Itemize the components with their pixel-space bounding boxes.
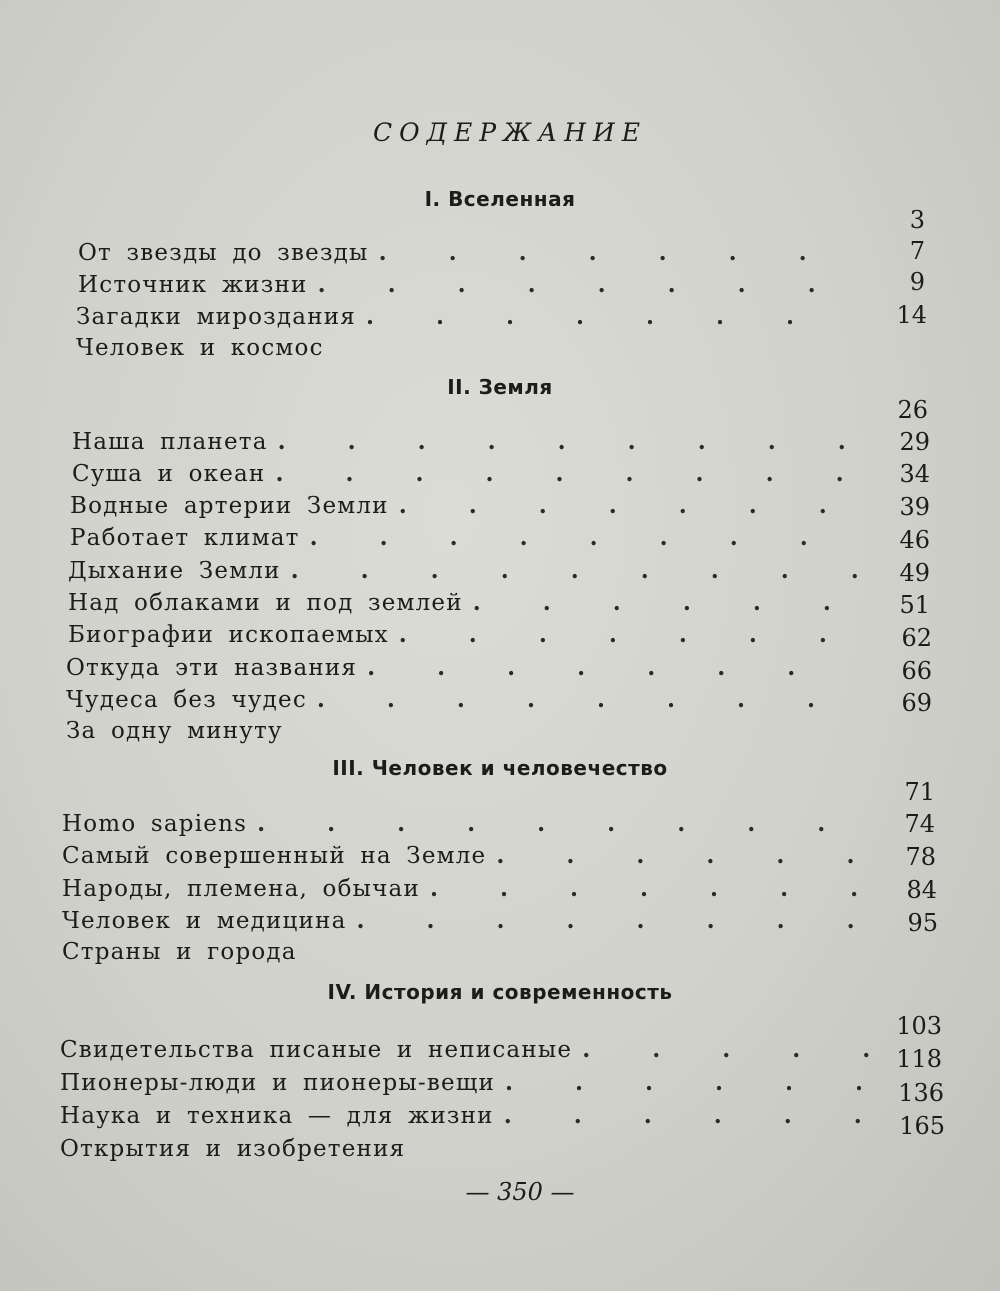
- page-number: 3: [909, 206, 925, 234]
- section-heading: II. Земля: [447, 375, 553, 399]
- dot-leader: [399, 621, 858, 648]
- dot-leader: [278, 428, 862, 455]
- toc-entry: [68, 557, 868, 587]
- page-number: 118: [896, 1045, 942, 1073]
- page-number: 71: [904, 778, 935, 806]
- dot-leader: [473, 589, 858, 616]
- page-number: 74: [904, 810, 935, 838]
- dot-leader: [582, 1036, 870, 1063]
- page-number: 136: [898, 1079, 944, 1107]
- toc-entry: [62, 875, 872, 905]
- dot-leader: [496, 842, 862, 869]
- entry-title: За одну минуту: [66, 718, 283, 744]
- page-number: 66: [901, 657, 932, 685]
- toc-entry: [66, 686, 866, 716]
- entry-title: Работает климат: [70, 525, 300, 551]
- entry-title: Откуда эти названия: [66, 655, 358, 681]
- toc-entry: [60, 1036, 880, 1066]
- contents-title: СОДЕРЖАНИЕ: [373, 118, 647, 147]
- page-number: 29: [899, 428, 930, 456]
- page-number: 69: [901, 689, 932, 717]
- toc-entry: [62, 907, 872, 937]
- dot-leader: [318, 271, 858, 298]
- entry-title: Чудеса без чудес: [66, 687, 307, 713]
- toc-entry: [70, 492, 870, 522]
- dot-leader: [317, 686, 856, 713]
- toc-entry: [62, 939, 362, 969]
- toc-entry: [76, 303, 866, 333]
- entry-title: Загадки мироздания: [76, 304, 356, 330]
- entry-title: Над облаками и под землей: [68, 590, 463, 616]
- entry-title: Суша и океан: [72, 461, 266, 487]
- toc-entry: [66, 654, 866, 684]
- entry-title: Биографии ископаемых: [68, 622, 389, 648]
- page-number: 103: [896, 1012, 942, 1040]
- dot-leader: [257, 810, 862, 837]
- page-number: 165: [899, 1112, 945, 1140]
- page-number: 49: [899, 559, 930, 587]
- entry-title: Человек и медицина: [62, 908, 347, 934]
- toc-entry: [62, 810, 872, 840]
- toc-entry: [72, 428, 872, 458]
- page-number: 14: [896, 301, 927, 329]
- page-number: 78: [905, 843, 936, 871]
- entry-title: Homo sapiens: [62, 811, 248, 837]
- toc-entry: [68, 621, 868, 651]
- entry-title: Водные артерии Земли: [70, 493, 389, 519]
- toc-entry: [62, 842, 872, 872]
- dot-leader: [310, 524, 860, 551]
- toc-entry: [60, 1136, 440, 1166]
- page-number: 95: [907, 909, 938, 937]
- section-heading: I. Вселенная: [424, 187, 576, 211]
- dot-leader: [399, 492, 860, 519]
- entry-title: Наша планета: [72, 429, 268, 455]
- dot-leader: [379, 239, 858, 266]
- entry-title: Источник жизни: [78, 272, 308, 298]
- entry-title: Дыхание Земли: [68, 558, 281, 584]
- entry-title: От звезды до звезды: [78, 240, 369, 266]
- toc-entry: [78, 271, 868, 301]
- page-number: 34: [899, 460, 930, 488]
- toc-entry: [60, 1102, 880, 1132]
- dot-leader: [291, 557, 858, 584]
- page-number: 39: [899, 493, 930, 521]
- section-heading: IV. История и современность: [327, 980, 673, 1004]
- dot-leader: [367, 654, 856, 681]
- page-number: 26: [897, 396, 928, 424]
- toc-entry: [68, 589, 868, 619]
- toc-entry: [72, 460, 872, 490]
- page-number: 62: [901, 624, 932, 652]
- dot-leader: [275, 460, 862, 487]
- dot-leader: [357, 907, 863, 934]
- page-number: 7: [909, 237, 925, 265]
- page-number: 9: [909, 268, 925, 296]
- entry-title: Пионеры-люди и пионеры-вещи: [60, 1070, 495, 1096]
- page-number: 46: [899, 526, 930, 554]
- toc-entry: [76, 335, 376, 365]
- dot-leader: [430, 875, 862, 902]
- dot-leader: [366, 303, 856, 330]
- entry-title: Самый совершенный на Земле: [62, 843, 487, 869]
- toc-entry: [66, 718, 366, 748]
- entry-title: Человек и космос: [76, 335, 324, 361]
- toc-entry: [70, 524, 870, 554]
- page-number: 84: [906, 876, 937, 904]
- page-number: 51: [899, 591, 930, 619]
- dot-leader: [504, 1102, 870, 1129]
- dot-leader: [505, 1069, 870, 1096]
- toc-entry: [78, 239, 868, 269]
- toc-entry: [60, 1069, 880, 1099]
- entry-title: Наука и техника — для жизни: [60, 1103, 494, 1129]
- entry-title: Свидетельства писаные и неписаные: [60, 1037, 573, 1063]
- section-heading: III. Человек и человечество: [332, 756, 668, 780]
- page-folio: — 350 —: [465, 1178, 575, 1206]
- entry-title: Открытия и изобретения: [60, 1136, 406, 1162]
- entry-title: Народы, племена, обычаи: [62, 876, 420, 902]
- entry-title: Страны и города: [62, 939, 297, 965]
